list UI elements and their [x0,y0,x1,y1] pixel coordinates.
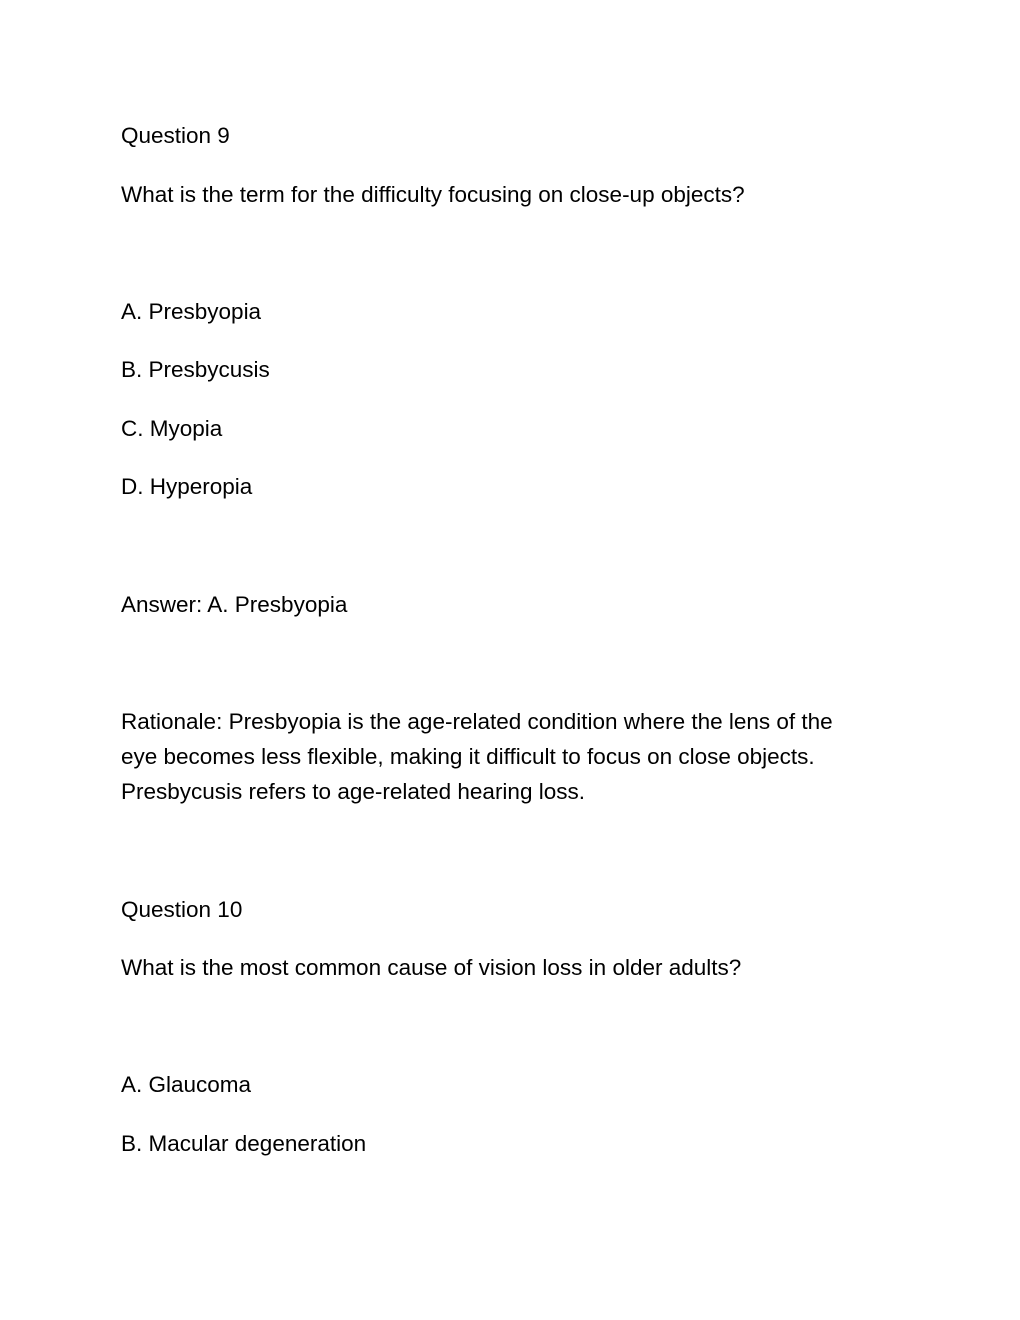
question-9-rationale-line-2: eye becomes less flexible, making it difficult to focus on close objects. [121,744,815,769]
question-9-option-d: D. Hyperopia [121,474,253,499]
question-9-heading: Question 9 [121,123,230,148]
question-9-option-b: B. Presbycusis [121,357,270,382]
question-9-rationale-line-1: Rationale: Presbyopia is the age-related condition where the lens of the [121,709,833,734]
question-9-option-a: A. Presbyopia [121,299,262,324]
question-10-prompt: What is the most common cause of vision loss in older adults? [121,955,742,980]
question-9-rationale-line-3: Presbycusis refers to age-related hearing loss. [121,779,585,804]
question-9-answer: Answer: A. Presbyopia [121,592,348,617]
question-10-option-b: B. Macular degeneration [121,1131,367,1156]
question-9-option-c: C. Myopia [121,416,223,441]
question-9-prompt: What is the term for the difficulty focusing on close-up objects? [121,182,745,207]
question-10-option-a: A. Glaucoma [121,1072,252,1097]
question-10-heading: Question 10 [121,897,243,922]
